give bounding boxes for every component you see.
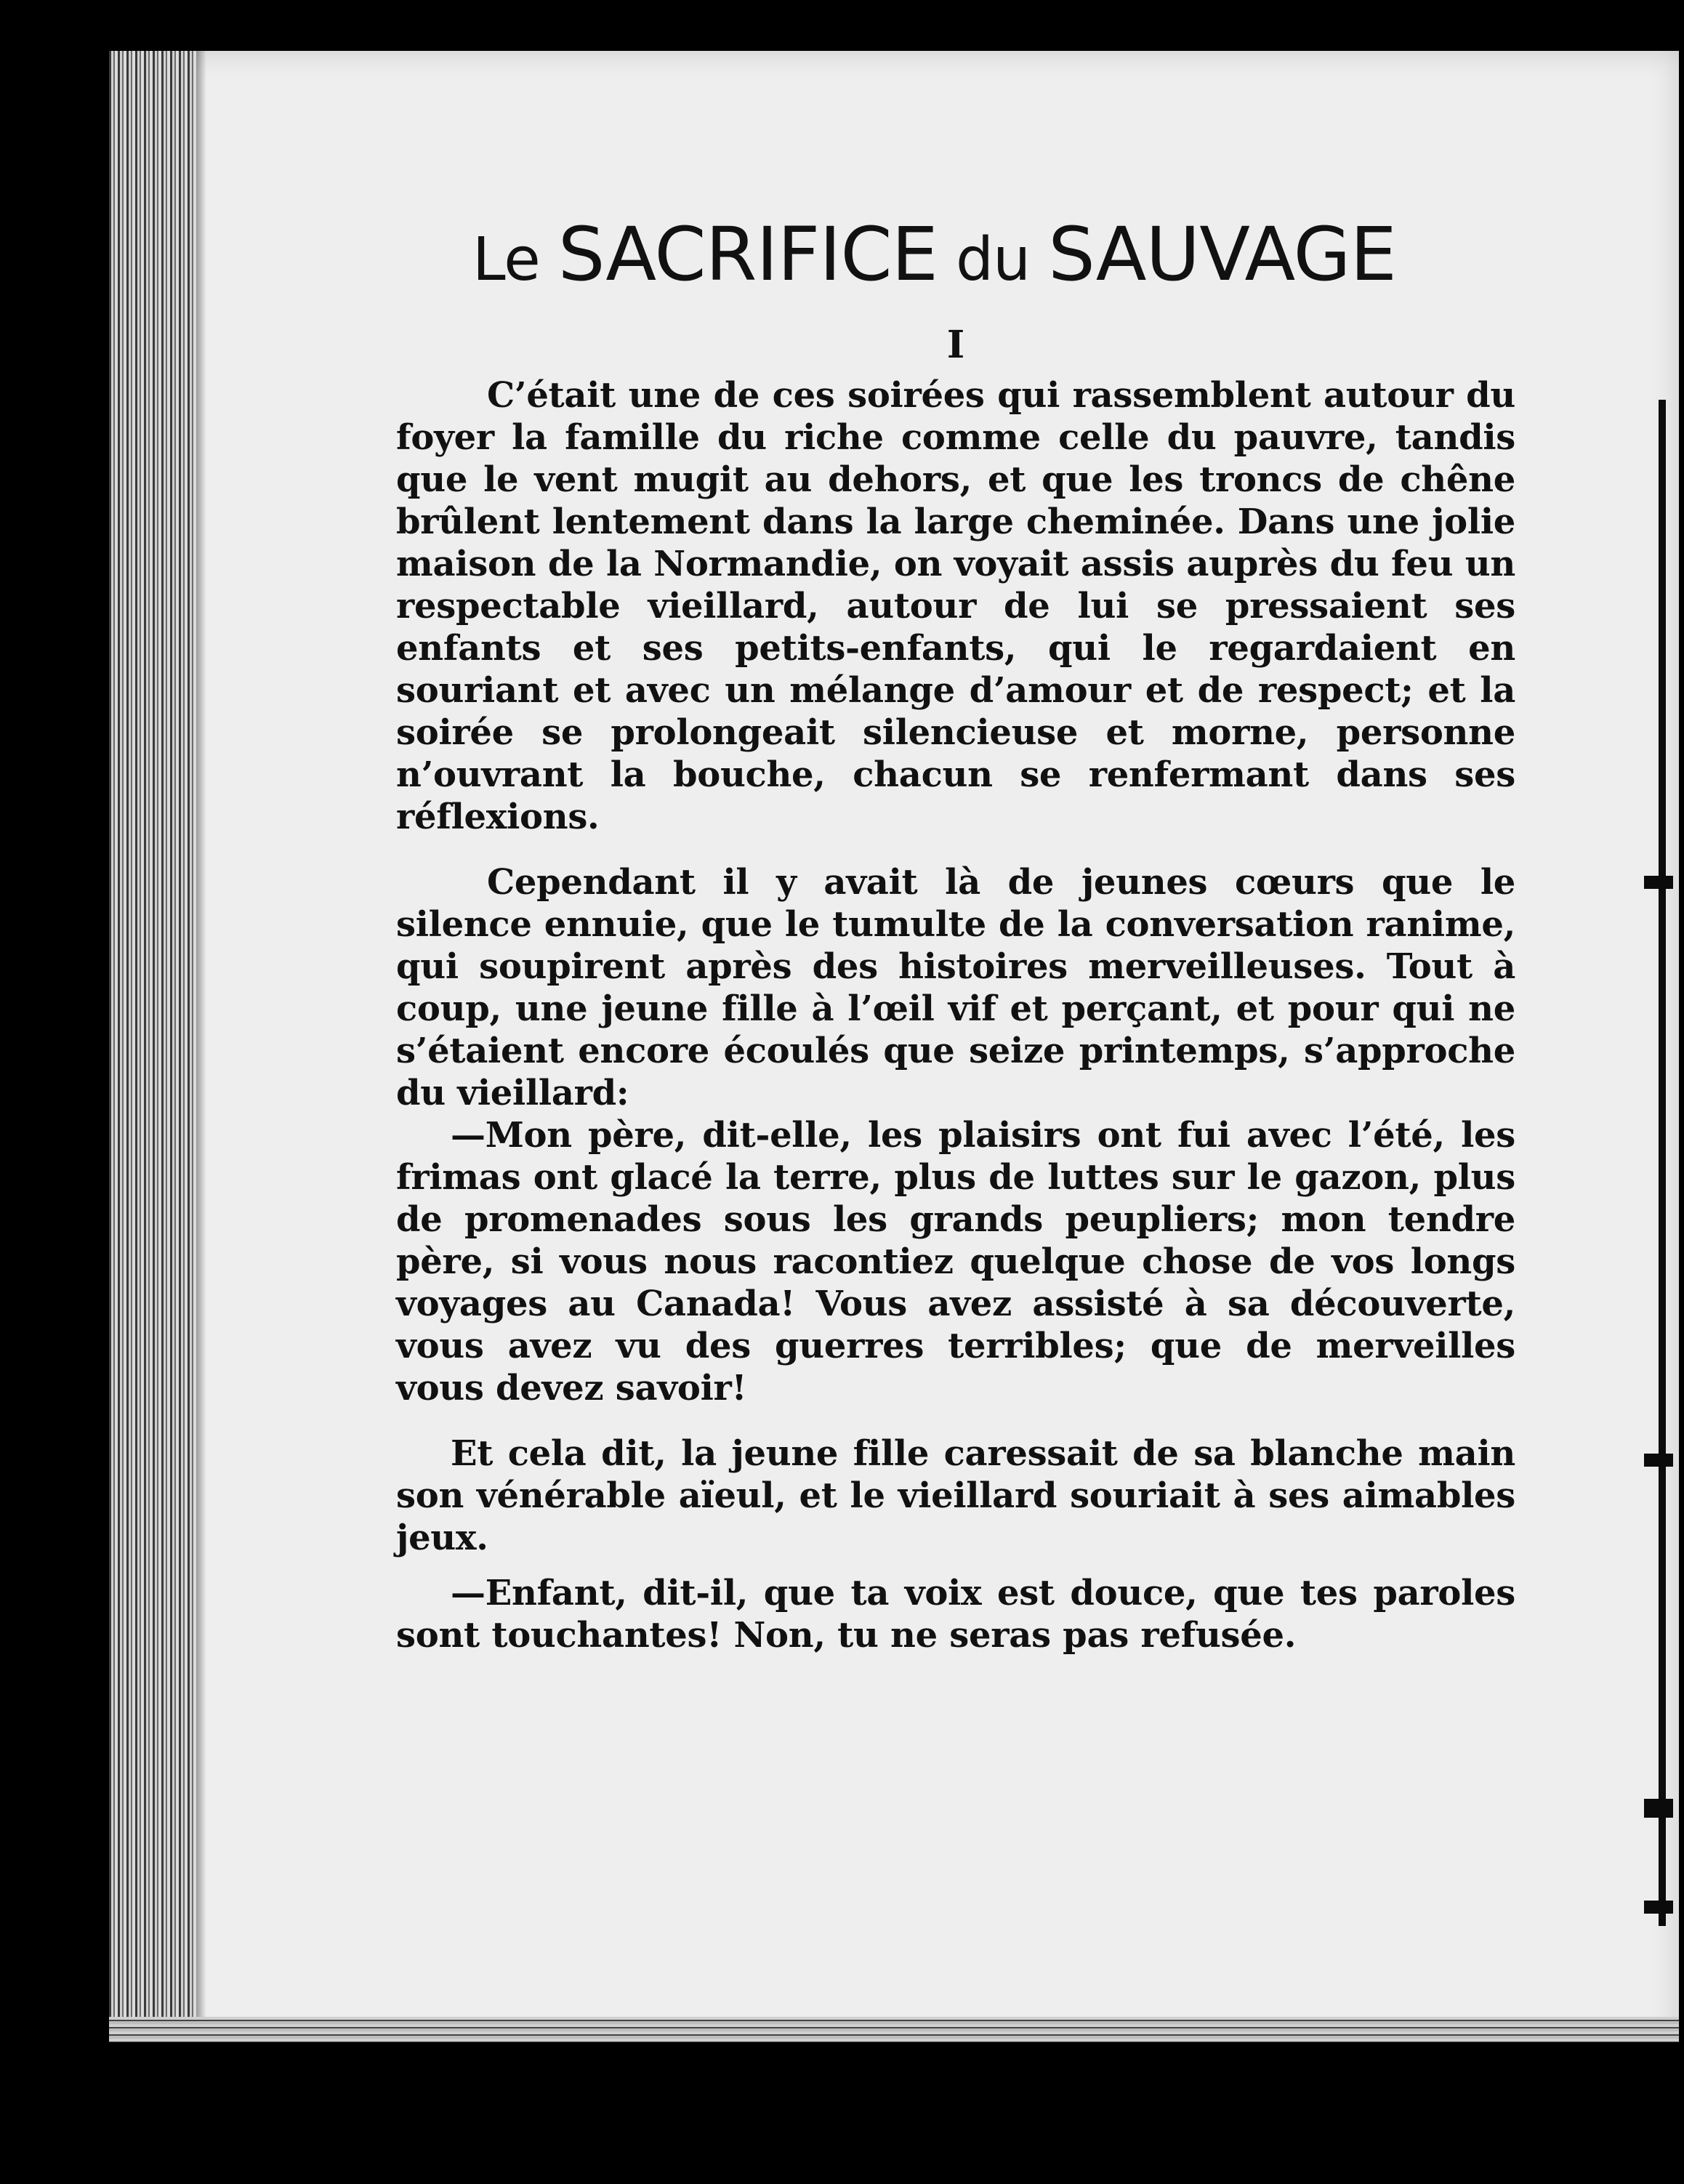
title-part: du <box>937 225 1049 294</box>
page-edge-gutter <box>109 51 196 2042</box>
page-title <box>472 211 1515 298</box>
page-content <box>396 211 1515 1656</box>
paragraph: Cependant il y avait là de jeunes cœurs que le silence ennuie, que le tumulte de la conversation ranime, qui soupirent après des histoires merveilleuses. Tout à coup, une jeune fille à l’œil vif et perçant, et pour qui ne s’étaient encore écoulés que seize printemps, s’approche du vieillard: <box>396 862 1515 1113</box>
paragraph: —Mon père, dit-elle, les plaisirs ont fui avec l’été, les frimas ont glacé la terre, plus de luttes sur le gazon, plus de promenades sous les grands peupliers; mon tendre père, si vous nous racontiez quelque chose de vos longs voyages au Canada! Vous avez assisté à sa découverte, vous avez vu des guerres terribles; que de merveilles vous devez savoir! <box>396 1115 1515 1409</box>
title-part: Le <box>472 225 558 294</box>
chapter-number: I <box>946 323 965 367</box>
body-text <box>396 374 1515 1656</box>
scan-right-rail <box>1659 400 1666 1926</box>
rail-mark <box>1644 1799 1673 1818</box>
paragraph: C’était une de ces soirées qui rassemblent autour du foyer la famille du riche comme celle du pauvre, tandis que le vent mugit au dehors, et que les troncs de chêne brûlent lentement dans la large cheminée. Dans une jolie maison de la Normandie, on voyait assis auprès du feu un respectable vieillard, autour de lui se pressaient ses enfants et ses petits-enfants, qui le regardaient en souriant et avec un mélange d’amour et de respect; et la soirée se prolongeait silencieuse et morne, personne n’ouvrant la bouche, chacun se renfermant dans ses réflexions. <box>396 375 1515 837</box>
rail-mark <box>1644 1454 1673 1467</box>
rail-mark <box>1644 1901 1673 1914</box>
title-part: SAUVAGE <box>1048 211 1396 298</box>
page-bottom-edge <box>109 2017 1679 2042</box>
title-part: SACRIFICE <box>557 211 938 298</box>
paragraph: Et cela dit, la jeune fille caressait de sa blanche main son vénérable aïeul, et le vieillard souriait à ses aimables jeux. <box>396 1433 1515 1558</box>
rail-mark <box>1644 876 1673 889</box>
paragraph: —Enfant, dit-il, que ta voix est douce, que tes paroles sont touchantes! Non, tu ne seras pas refusée. <box>396 1573 1515 1656</box>
